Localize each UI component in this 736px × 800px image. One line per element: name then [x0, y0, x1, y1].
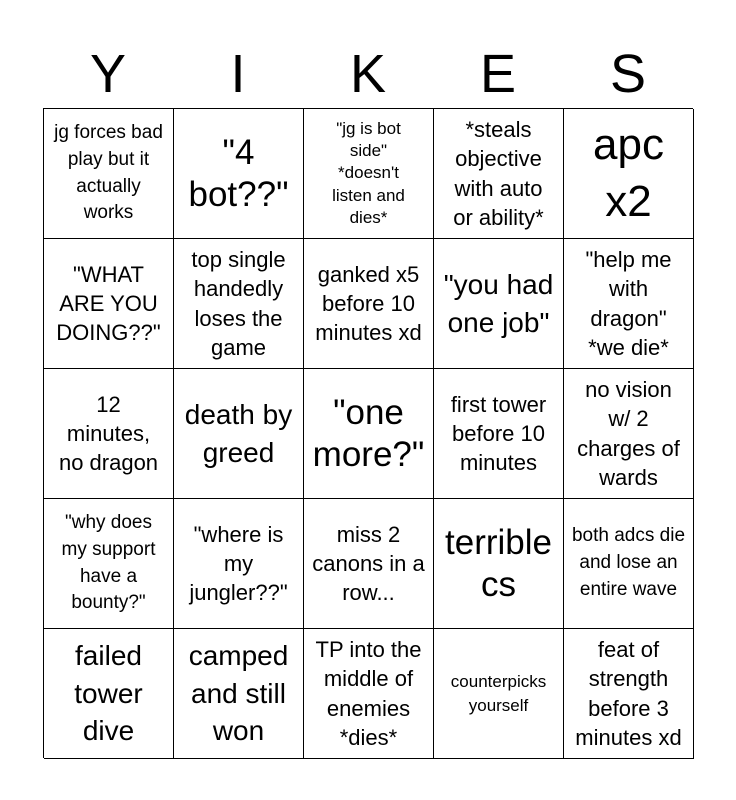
bingo-cell[interactable] — [434, 109, 564, 239]
bingo-cell[interactable] — [434, 499, 564, 629]
cell-text: "jg is bot side" *doesn't listen and dies* — [332, 119, 405, 227]
cell-text: ganked x5 before 10 minutes xd — [315, 261, 422, 346]
bingo-cell[interactable] — [564, 499, 694, 629]
header-letter-s: S — [609, 44, 647, 104]
bingo-cell[interactable] — [174, 109, 304, 239]
bingo-cell[interactable] — [44, 629, 174, 759]
bingo-cell[interactable] — [44, 239, 174, 369]
bingo-cell[interactable] — [304, 109, 434, 239]
cell-text: camped and still won — [188, 639, 289, 747]
bingo-cell[interactable] — [564, 369, 694, 499]
cell-text: counterpicks yourself — [450, 671, 547, 715]
bingo-cell[interactable] — [174, 369, 304, 499]
bingo-cell[interactable] — [564, 109, 694, 239]
cell-text: jg forces bad play but it actually works — [54, 121, 163, 224]
cell-text: *steals objective with auto or ability* — [453, 117, 544, 230]
header-letter-k: K — [349, 44, 387, 104]
cell-text: no vision w/ 2 charges of wards — [577, 377, 680, 490]
cell-text: 12 minutes, no dragon — [58, 391, 159, 476]
cell-text: TP into the middle of enemies *dies* — [315, 637, 422, 750]
cell-text: "one more?" — [312, 392, 425, 474]
bingo-cell[interactable] — [564, 239, 694, 369]
cell-text: "where is my jungler??" — [189, 521, 288, 606]
bingo-cell[interactable] — [44, 369, 174, 499]
bingo-cell[interactable] — [434, 629, 564, 759]
bingo-cell[interactable] — [174, 499, 304, 629]
bingo-cell[interactable] — [304, 499, 434, 629]
bingo-cell[interactable] — [174, 629, 304, 759]
bingo-cell[interactable] — [44, 499, 174, 629]
bingo-cell[interactable] — [564, 629, 694, 759]
bingo-cell[interactable] — [304, 369, 434, 499]
header-letter-y: Y — [89, 44, 127, 104]
cell-text: "help me with dragon" *we die* — [585, 247, 672, 360]
cell-text: "you had one job" — [443, 268, 554, 338]
cell-text: apc x2 — [593, 120, 664, 226]
cell-text: miss 2 canons in a row... — [312, 521, 425, 606]
bingo-cell[interactable] — [44, 109, 174, 239]
cell-text: death by greed — [184, 398, 293, 468]
cell-text: first tower before 10 minutes — [450, 391, 547, 476]
cell-text: terrible cs — [445, 522, 552, 604]
cell-text: "WHAT ARE YOU DOING??" — [56, 261, 161, 346]
cell-text: "why does my support have a bounty?" — [61, 511, 156, 614]
cell-text: "4 bot??" — [188, 132, 289, 214]
cell-text: top single handedly loses the game — [191, 247, 286, 360]
cell-text: failed tower dive — [74, 639, 143, 747]
bingo-header — [43, 40, 693, 108]
bingo-cell[interactable] — [434, 369, 564, 499]
bingo-cell[interactable] — [304, 239, 434, 369]
bingo-cell[interactable] — [174, 239, 304, 369]
bingo-cell[interactable] — [304, 629, 434, 759]
header-letter-e: E — [479, 44, 517, 104]
bingo-cell[interactable] — [434, 239, 564, 369]
header-letter-i: I — [230, 44, 246, 104]
cell-text: both adcs die and lose an entire wave — [571, 525, 686, 600]
cell-text: feat of strength before 3 minutes xd — [575, 637, 682, 750]
bingo-grid — [43, 108, 693, 758]
